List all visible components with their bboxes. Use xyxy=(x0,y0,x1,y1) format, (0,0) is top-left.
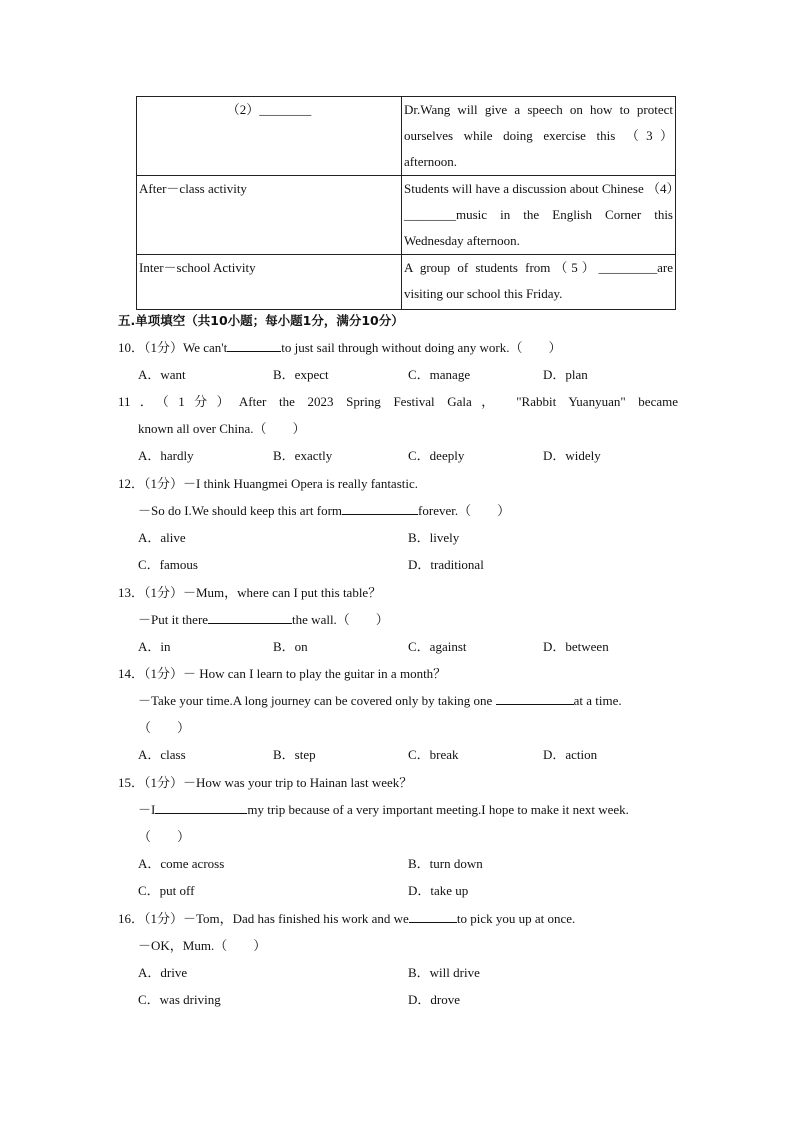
option-d[interactable]: D．between xyxy=(543,639,609,654)
option-a[interactable]: A．class xyxy=(138,747,186,762)
question-stem xyxy=(118,687,678,714)
table-cell-after-class: After－class activity xyxy=(137,176,402,255)
option-d[interactable]: D．widely xyxy=(543,448,601,463)
option-b[interactable]: B．will drive xyxy=(408,965,480,980)
option-b[interactable]: B．expect xyxy=(273,367,329,382)
answer-blank[interactable] xyxy=(208,609,292,624)
options-row xyxy=(118,442,678,469)
question-stem: 11．（1分）After the 2023 Spring Festival Gala， "Rabbit Yuanyuan" became xyxy=(118,394,678,409)
question-stem xyxy=(118,905,678,932)
option-a[interactable]: A．come across xyxy=(138,856,225,871)
option-c[interactable]: C．was driving xyxy=(138,992,221,1007)
option-d[interactable]: D．plan xyxy=(543,367,588,382)
option-c[interactable]: C．famous xyxy=(138,557,198,572)
option-c[interactable]: C．deeply xyxy=(408,448,465,463)
stem-text: the wall.（ ） xyxy=(292,612,389,627)
question-11 xyxy=(118,388,678,469)
activity-table xyxy=(136,96,676,310)
stem-text: －Take your time.A long journey can be covered only by taking one xyxy=(138,693,496,708)
question-stem: （ ） xyxy=(138,720,191,735)
option-c[interactable]: C．break xyxy=(408,747,459,762)
option-c[interactable]: C．manage xyxy=(408,367,471,382)
stem-text: －So do I.We should keep this art form xyxy=(138,503,343,518)
question-10 xyxy=(118,334,678,388)
options-row xyxy=(118,361,678,388)
question-16 xyxy=(118,905,678,1013)
table-cell-inter-school: Inter－school Activity xyxy=(137,255,402,310)
table-cell-visit: A group of students from（5）_________are visiting our school this Friday. xyxy=(402,255,676,310)
options-row xyxy=(118,850,678,877)
table-row xyxy=(137,97,676,176)
options-row xyxy=(118,986,678,1013)
question-stem xyxy=(118,497,678,524)
section-title: 五.单项填空（共10小题；每小题1分，满分10分） xyxy=(118,313,404,328)
options-row xyxy=(118,877,678,904)
question-13 xyxy=(118,579,678,660)
question-stem xyxy=(118,606,678,633)
stem-text: at a time. xyxy=(573,693,622,708)
question-stem xyxy=(118,796,678,823)
option-d[interactable]: D．traditional xyxy=(408,557,484,572)
option-b[interactable]: B．lively xyxy=(408,530,460,545)
stem-text: 10．（1分）We can't xyxy=(118,340,228,355)
option-a[interactable]: A．drive xyxy=(138,965,188,980)
option-d[interactable]: D．take up xyxy=(408,883,469,898)
question-stem: 14．（1分）－ How can I learn to play the guitar in a month？ xyxy=(118,666,447,681)
options-row xyxy=(118,633,678,660)
option-c[interactable]: C．put off xyxy=(138,883,195,898)
answer-blank[interactable] xyxy=(409,908,457,923)
option-a[interactable]: A．alive xyxy=(138,530,186,545)
stem-text: to just sail through without doing any work.（ ） xyxy=(281,340,562,355)
stem-text: forever.（ ） xyxy=(418,503,511,518)
options-row xyxy=(118,741,678,768)
stem-text: my trip because of a very important meeting.I hope to make it next week. xyxy=(247,802,629,817)
table-cell-discussion: Students will have a discussion about Chinese （4）________music in the English Corner this Wednesday afternoon. xyxy=(402,176,676,255)
options-row xyxy=(118,524,678,551)
option-c[interactable]: C．against xyxy=(408,639,467,654)
question-stem xyxy=(118,334,678,361)
answer-blank[interactable] xyxy=(496,690,574,705)
option-a[interactable]: A．hardly xyxy=(138,448,194,463)
table-row xyxy=(137,176,676,255)
table-cell-blank-2: （2）________ xyxy=(137,97,402,176)
question-stem: 15．（1分）－How was your trip to Hainan last week？ xyxy=(118,775,413,790)
question-stem: －OK，Mum.（ ） xyxy=(138,938,267,953)
option-b[interactable]: B．exactly xyxy=(273,448,333,463)
question-stem: known all over China.（ ） xyxy=(138,421,306,436)
options-row xyxy=(118,959,678,986)
option-b[interactable]: B．on xyxy=(273,639,308,654)
option-b[interactable]: B．turn down xyxy=(408,856,483,871)
table-cell-speech: Dr.Wang will give a speech on how to protect ourselves while doing exercise this （3） afternoon. xyxy=(402,97,676,176)
option-d[interactable]: D．action xyxy=(543,747,598,762)
option-a[interactable]: A．want xyxy=(138,367,186,382)
stem-text: to pick you up at once. xyxy=(456,911,576,926)
stem-text: －Put it there xyxy=(138,612,209,627)
option-a[interactable]: A．in xyxy=(138,639,171,654)
question-stem: 13．（1分）－Mum，where can I put this table？ xyxy=(118,585,382,600)
option-d[interactable]: D．drove xyxy=(408,992,460,1007)
answer-blank[interactable] xyxy=(227,337,281,352)
answer-blank[interactable] xyxy=(342,500,418,515)
options-row xyxy=(118,551,678,578)
option-b[interactable]: B．step xyxy=(273,747,316,762)
answer-blank[interactable] xyxy=(155,799,247,814)
question-15 xyxy=(118,769,678,904)
question-stem: 12．（1分）－I think Huangmei Opera is really fantastic. xyxy=(118,476,419,491)
stem-text: 16．（1分）－Tom，Dad has finished his work and we xyxy=(118,911,409,926)
question-stem: （ ） xyxy=(138,829,191,844)
table-row xyxy=(137,255,676,310)
question-12 xyxy=(118,470,678,578)
stem-text: －I xyxy=(138,802,156,817)
question-14 xyxy=(118,660,678,768)
